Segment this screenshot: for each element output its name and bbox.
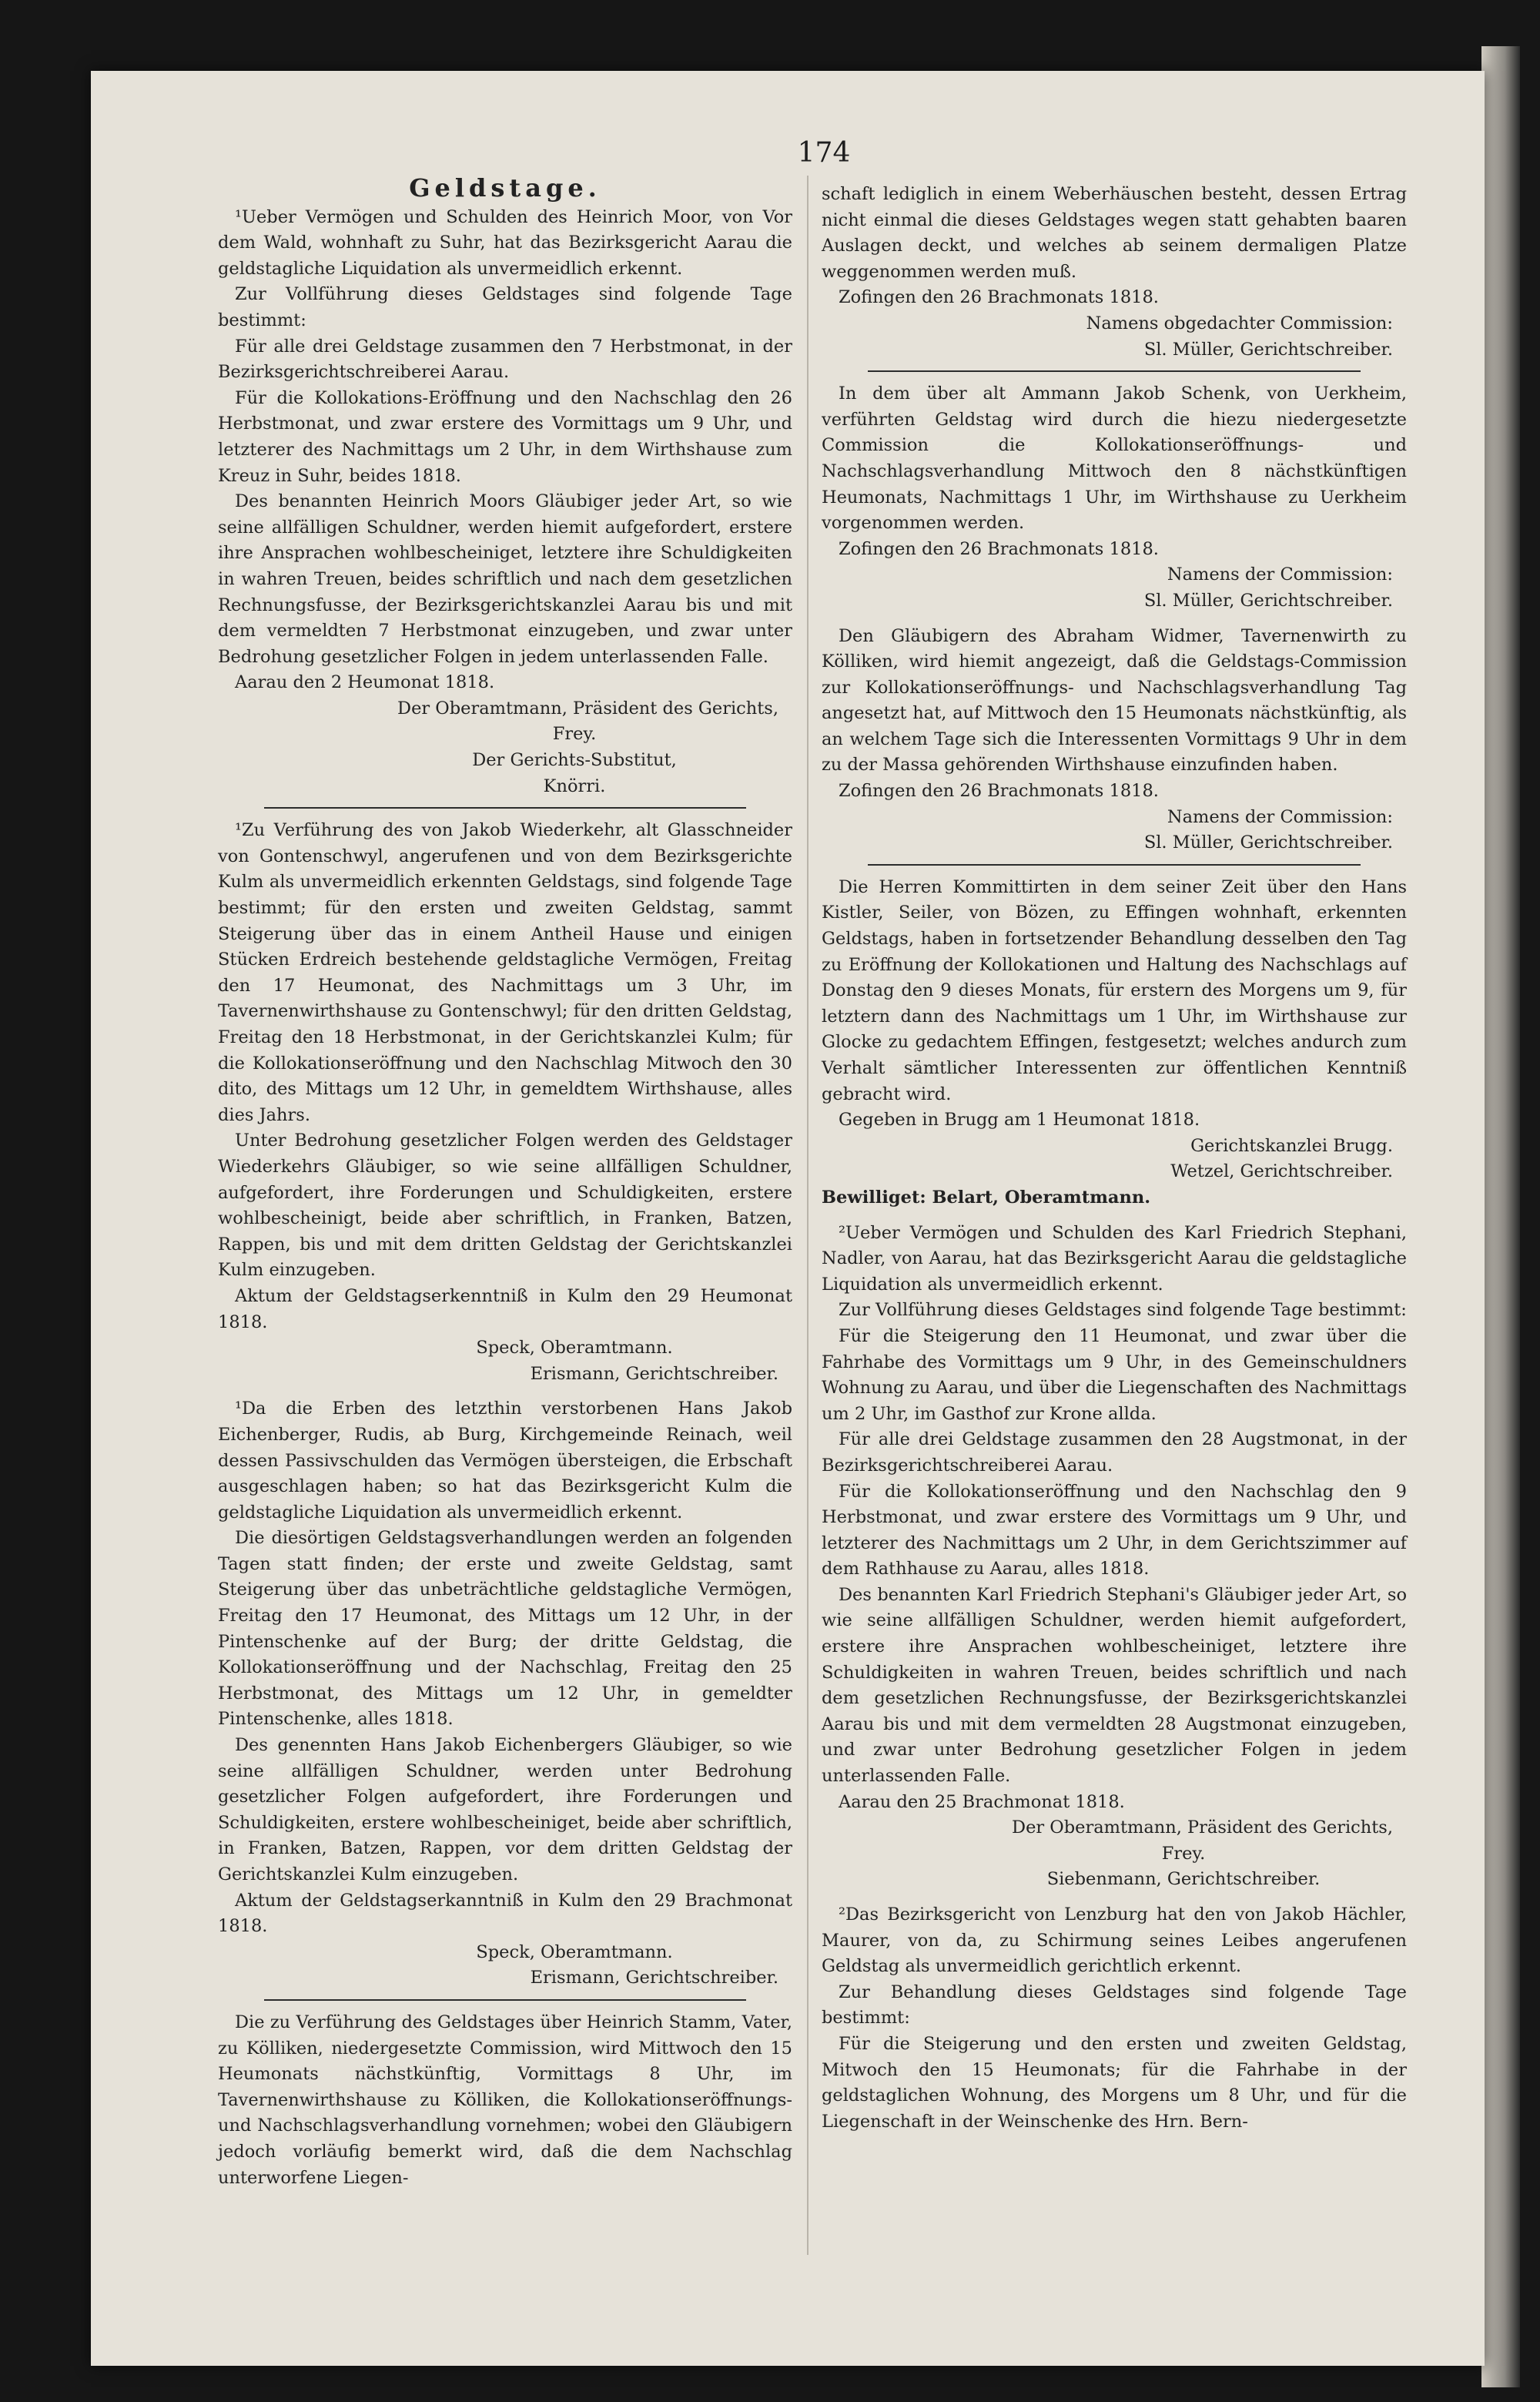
signature-line: Gerichtskanzlei Brugg. bbox=[1190, 1135, 1393, 1156]
notice-paragraph: Die Herren Kommittirten in dem seiner Zeit über den Hans Kistler, Seiler, von Bözen, zu Effingen wohnhaft, erkennten Geldstags, haben in fortsetzender Behandlung desselben den Tag zu Eröffnung der Kollokationen und Haltung des Nachschlags auf Donstag den 9 dieses Monats, für erstern des Morgens um 9, für letztern dann des Nachmittags um 1 Uhr, im Wirthshause zur Glocke zu gedachtem Effingen, festgesetzt; welches andurch zum Verhalt sämtlicher Interessenten zur öffentlichen Kenntniß gebracht wird. bbox=[822, 876, 1407, 1104]
notice-paragraph: Zur Vollführung dieses Geldstages sind folgende Tage bestimmt: bbox=[218, 284, 792, 330]
signature-name: Frey. bbox=[1161, 1843, 1206, 1864]
signature-line: Erismann, Gerichtschreiber. bbox=[530, 1363, 778, 1384]
signature-line: Der Oberamtmann, Präsident des Gerichts, bbox=[1012, 1817, 1393, 1838]
notice-moor bbox=[218, 205, 792, 800]
notice-paragraph: Die zu Verführung des Geldstages über Heinrich Stamm, Vater, zu Kölliken, niedergesetzte Commission, wird Mittwoch den 15 Heumonats nächstkünftig, Vormittags 8 Uhr, im Tavernenwirthshause zu Kölliken, die Kollokationseröffnungs- und Nachschlagsverhandlung vornehmen; wobei den Gläubigern jedoch vorläufig bemerkt wird, daß die dem Nachschlag unterworfene Liegen- bbox=[218, 2012, 792, 2188]
notice-paragraph: Für die Steigerung den 11 Heumonat, und zwar über die Fahrhabe des Vormittags um 9 Uhr, in des Gemeinschuldners Wohnung zu Aarau, und über die Liegenschaften des Nachmittags um 2 Uhr, im Gasthof zur Krone allda. bbox=[822, 1325, 1407, 1424]
notice-paragraph: ¹Ueber Vermögen und Schulden des Heinrich Moor, von Vor dem Wald, wohnhaft zu Suhr, hat das Bezirksgericht Aarau die geldstagliche Liquidation als unvermeidlich erkennt. bbox=[218, 206, 792, 279]
notice-paragraph: schaft lediglich in einem Weberhäuschen besteht, dessen Ertrag nicht einmal die dieses Geldstages wegen statt gehabten baaren Auslagen deckt, und welches ab seinem dermaligen Platze weggenommen werden muß. bbox=[822, 184, 1407, 282]
notice-paragraph: Für die Kollokations-Eröffnung und den Nachschlag den 26 Herbstmonat, und zwar erstere des Vormittags um 9 Uhr, und letzterer des Nachmittags um 2 Uhr, in dem Wirthshause zum Kreuz in Suhr, beides 1818. bbox=[218, 387, 792, 486]
column-divider bbox=[807, 176, 808, 2255]
spacer bbox=[822, 1893, 1407, 1902]
signature-line: Namens der Commission: bbox=[1167, 564, 1393, 585]
notice-paragraph: ¹Da die Erben des letzthin verstorbenen Hans Jakob Eichenberger, Rudis, ab Burg, Kirchgemeinde Reinach, weil dessen Passivschulden das Vermögen übersteigen, die Erbschaft ausgeschlagen haben; so hat das Bezirksgericht Kulm die geldstagliche Liquidation als unvermeidlich erkennt. bbox=[218, 1399, 792, 1523]
notice-date: Zofingen den 26 Brachmonats 1818. bbox=[839, 781, 1159, 802]
notice-widmer bbox=[822, 624, 1407, 856]
page-number: 174 bbox=[797, 137, 851, 169]
notice-paragraph: Für die Kollokationseröffnung und den Nachschlag den 9 Herbstmonat, und zwar erstere des Vormittags um 9 Uhr, und letzterer des Nachmittags um 2 Uhr, in dem Gerichtszimmer auf dem Rathhause zu Aarau, alles 1818. bbox=[822, 1481, 1407, 1580]
signature-line: Sl. Müller, Gerichtschreiber. bbox=[1143, 832, 1393, 853]
notice-paragraph: Zur Vollführung dieses Geldstages sind folgende Tage bestimmt: bbox=[839, 1300, 1407, 1321]
notice-paragraph: Für die Steigerung und den ersten und zweiten Geldstag, Mitwoch den 15 Heumonats; für die Fahrhabe in der geldstaglichen Wohnung, des Morgens um 8 Uhr, und für die Liegenschaft in der Weinschenke des Hrn. Bern- bbox=[822, 2033, 1407, 2132]
approval-line: Bewilliget: Belart, Oberamtmann. bbox=[822, 1187, 1151, 1208]
signature-line: Sl. Müller, Gerichtschreiber. bbox=[1143, 339, 1393, 360]
notice-date: Gegeben in Brugg am 1 Heumonat 1818. bbox=[839, 1110, 1200, 1131]
notice-paragraph: Für alle drei Geldstage zusammen den 7 Herbstmonat, in der Bezirksgerichtschreiberei Aarau. bbox=[218, 336, 792, 383]
separator-rule bbox=[264, 1999, 746, 2001]
notice-kistler bbox=[822, 875, 1407, 1211]
notice-stamm bbox=[218, 2010, 792, 2191]
notice-stephani bbox=[822, 1221, 1407, 1893]
left-column bbox=[218, 173, 792, 2191]
right-column bbox=[822, 182, 1407, 2135]
notice-paragraph: ²Das Bezirksgericht von Lenzburg hat den von Jakob Hächler, Maurer, von da, zu Schirmung seines Leibes angerufenen Geldstag als unvermeidlich gerichtlich erkennt. bbox=[822, 1905, 1407, 1977]
signature-line: Siebenmann, Gerichtschreiber. bbox=[1046, 1869, 1321, 1890]
signature-line: Erismann, Gerichtschreiber. bbox=[530, 1968, 778, 1988]
notice-paragraph: Für alle drei Geldstage zusammen den 28 Augstmonat, in der Bezirksgerichtschreiberei Aarau. bbox=[822, 1429, 1407, 1476]
signature-line: Speck, Oberamtmann. bbox=[476, 1338, 673, 1358]
notice-stamm-continued bbox=[822, 182, 1407, 363]
notice-date: Aarau den 2 Heumonat 1818. bbox=[235, 672, 495, 693]
notice-haechler bbox=[822, 1902, 1407, 2135]
signature-line: Namens obgedachter Commission: bbox=[1086, 313, 1393, 333]
signature-line: Speck, Oberamtmann. bbox=[476, 1941, 673, 1962]
next-page-edge bbox=[1481, 46, 1520, 2387]
notice-schenk bbox=[822, 381, 1407, 614]
separator-rule bbox=[868, 864, 1361, 866]
notice-date: Zofingen den 26 Brachmonats 1818. bbox=[839, 287, 1159, 308]
notice-paragraph: Die diesörtigen Geldstagsverhandlungen werden an folgenden Tagen statt finden; der erste und zweite Geldstag, samt Steigerung über das unbeträchtliche geldstagliche Vermögen, Freitag den 17 Heumonat, des Mittags um 12 Uhr, in der Pintenschenke auf der Burg; der dritte Geldstag, die Kollokationseröffnung und der Nachschlag, Freitag den 25 Herbstmonat, des Mittags um 12 Uhr, in gemeldter Pintenschenke, alles 1818. bbox=[218, 1528, 792, 1730]
notice-paragraph: Aktum der Geldstagserkenntniß in Kulm den 29 Heumonat 1818. bbox=[218, 1285, 792, 1332]
notice-paragraph: Den Gläubigern des Abraham Widmer, Tavernenwirth zu Kölliken, wird hiemit angezeigt, daß die Geldstags-Commission zur Kollokationseröffnungs- und Nachschlagsverhandlung Tag angesetzt hat, auf Mittwoch den 15 Heumonats nächstkünftig, als an welchem Tage sich die Interessenten Vormittags 9 Uhr in dem zu der Massa gehörenden Wirthshause einzufinden haben. bbox=[822, 625, 1407, 776]
notice-paragraph: In dem über alt Ammann Jakob Schenk, von Uerkheim, verführten Geldstag wird durch die hiezu niedergesetzte Commission die Kollokationseröffnungs- und Nachschlagsverhandlung Mittwoch den 8 nächstkünftigen Heumonats, Nachmittags 1 Uhr, im Wirthshause zu Uerkheim vorgenommen werden. bbox=[822, 384, 1407, 534]
notice-paragraph: ²Ueber Vermögen und Schulden des Karl Friedrich Stephani, Nadler, von Aarau, hat das Bezirksgericht Aarau die geldstagliche Liquidation als unvermeidlich erkennt. bbox=[822, 1222, 1407, 1295]
separator-rule bbox=[868, 370, 1361, 372]
notice-date: Aarau den 25 Brachmonat 1818. bbox=[839, 1791, 1125, 1812]
spacer bbox=[822, 615, 1407, 624]
signature-name: Knörri. bbox=[543, 776, 606, 796]
notice-paragraph: Aktum der Geldstagserkanntniß in Kulm den 29 Brachmonat 1818. bbox=[218, 1890, 792, 1937]
notice-paragraph: ¹Zu Verführung des von Jakob Wiederkehr, alt Glasschneider von Gontenschwyl, angerufenen und von dem Bezirksgerichte Kulm als unvermeidlich erkennten Geldstags, sind folgende Tage bestimmt; für den ersten und zweiten Geldstag, sammt Steigerung über das in einem Antheil Hause und einigen Stücken Erdreich bestehende geldstagliche Vermögen, Freitag den 17 Heumonat, des Nachmittags um 3 Uhr, im Tavernenwirthshause zu Gontenschwyl; für den dritten Geldstag, Freitag den 18 Herbstmonat, in der Gerichtskanzlei Kulm; für die Kollokationseröffnung und den Nachschlag Mitwoch den 30 dito, des Mittags um 12 Uhr, in gemeldtem Wirthshause, alles dies Jahrs. bbox=[218, 820, 792, 1125]
notice-date: Zofingen den 26 Brachmonats 1818. bbox=[839, 538, 1159, 559]
signature-line: Sl. Müller, Gerichtschreiber. bbox=[1143, 590, 1393, 611]
signature-line: Namens der Commission: bbox=[1167, 806, 1393, 827]
notice-paragraph: Unter Bedrohung gesetzlicher Folgen werden des Geldstager Wiederkehrs Gläubiger, so wie seine allfälligen Schuldner, aufgefordert, ihre Forderungen und Schuldigkeiten, erstere wohlbescheinigt, beide aber schriftlich, in Franken, Batzen, Rappen, bis und mit dem dritten Geldstag der Gerichtskanzlei Kulm einzugeben. bbox=[218, 1131, 792, 1281]
notice-wiederkehr bbox=[218, 818, 792, 1387]
signature-line: Wetzel, Gerichtschreiber. bbox=[1170, 1161, 1393, 1182]
notice-paragraph: Des genennten Hans Jakob Eichenbergers Gläubiger, so wie seine allfälligen Schuldner, werden unter Bedrohung gesetzlicher Folgen aufgefordert, ihre Forderungen und Schuldigkeiten, erstere wohlbescheiniget, beide aber schriftlich, in Franken, Batzen, Rappen, vor dem dritten Geldstag der Gerichtskanzlei Kulm einzugeben. bbox=[218, 1735, 792, 1884]
signature-line: Der Oberamtmann, Präsident des Gerichts, bbox=[397, 698, 778, 719]
signature-line: Der Gerichts-Substitut, bbox=[472, 750, 677, 771]
notice-paragraph: Des benannten Heinrich Moors Gläubiger jeder Art, so wie seine allfälligen Schuldner, werden hiemit aufgefordert, erstere ihre Ansprachen wohlbescheiniget, letztere ihre Schuldigkeiten in wahren Treuen, beides schriftlich und nach dem gesetzlichen Rechnungsfusse, der Bezirksgerichtskanzlei Aarau bis und mit dem vermeldten 7 Herbstmonat einzugeben, und zwar unter Bedrohung gesetzlicher Folgen in jedem unterlassenden Falle. bbox=[218, 491, 792, 667]
notice-paragraph: Zur Behandlung dieses Geldstages sind folgende Tage bestimmt: bbox=[822, 1982, 1407, 2028]
notice-eichenberger bbox=[218, 1396, 792, 1992]
spacer bbox=[822, 1211, 1407, 1221]
separator-rule bbox=[264, 807, 746, 809]
notice-paragraph: Des benannten Karl Friedrich Stephani's Gläubiger jeder Art, so wie seine allfälligen Schuldner, werden hiemit aufgefordert, erstere ihre Ansprachen wohlbescheiniget, letztere ihre Schuldigkeiten in wahren Treuen, beides schriftlich und nach dem gesetzlichen Rechnungsfusse, der Bezirksgerichtskanzlei Aarau bis und mit dem vermeldten 28 Augstmonat einzugeben, und zwar unter Bedrohung gesetzlicher Folgen in jedem unterlassenden Falle. bbox=[822, 1584, 1407, 1787]
spacer bbox=[218, 1387, 792, 1396]
signature-name: Frey. bbox=[552, 724, 597, 745]
section-heading: Geldstage. bbox=[409, 173, 601, 203]
